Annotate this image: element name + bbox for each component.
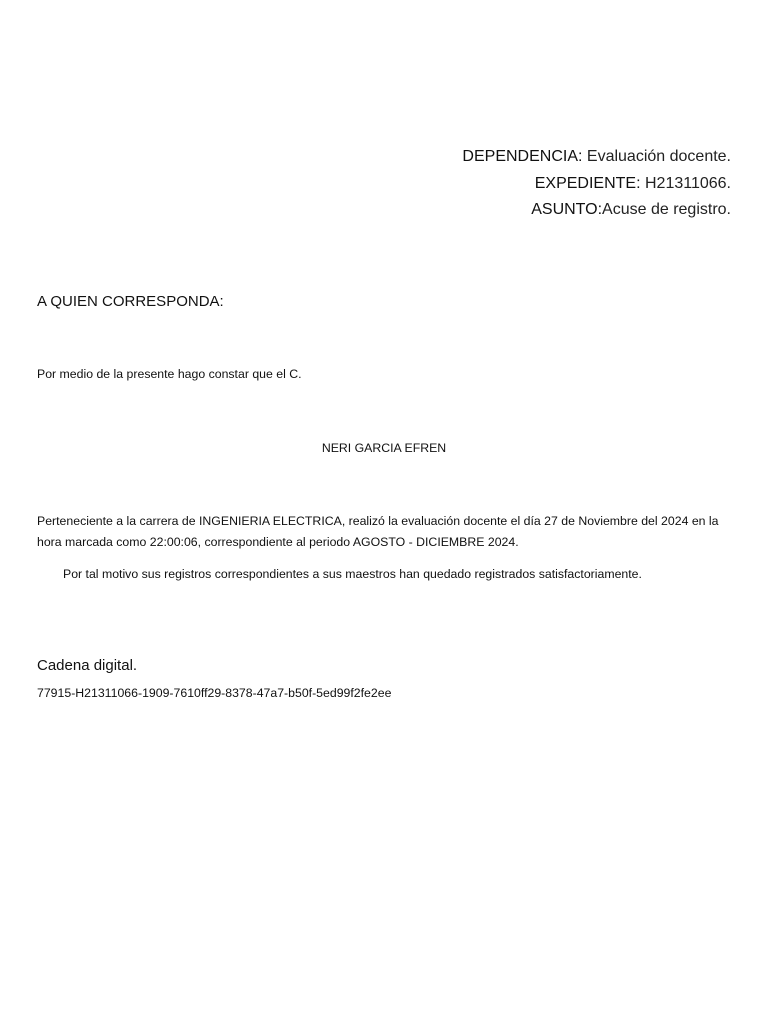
document-header <box>462 144 731 224</box>
intro-paragraph: Por medio de la presente hago constar que el C. <box>37 367 302 381</box>
cadena-title: Cadena digital. <box>37 657 138 674</box>
cadena-value: 77915-H21311066-1909-7610ff29-8378-47a7-b50f-5ed99f2fe2ee <box>37 686 392 700</box>
dependencia-value: Evaluación docente. <box>582 148 731 165</box>
asunto-line <box>462 197 731 224</box>
expediente-label: EXPEDIENTE: <box>534 174 641 192</box>
motivo-paragraph: Por tal motivo sus registros correspondientes a sus maestros han quedado registrados satisfactoriamente. <box>63 567 642 581</box>
student-name: NERI GARCIA EFREN <box>321 441 447 455</box>
expediente-line <box>462 171 731 198</box>
greeting: A QUIEN CORRESPONDA: <box>37 293 224 310</box>
expediente-value: H21311066. <box>640 174 731 192</box>
dependencia-label: DEPENDENCIA: <box>462 148 583 165</box>
dependencia-line <box>462 144 731 171</box>
asunto-value: Acuse de registro. <box>602 201 731 218</box>
body-paragraph: Perteneciente a la carrera de INGENIERIA ELECTRICA, realizó la evaluación docente el día 27 de Noviembre del 2024 en la hora marcada como 22:00:06, correspondiente al periodo AGOSTO - DICIEMBRE 2024. <box>37 514 719 549</box>
asunto-label: ASUNTO: <box>531 201 603 218</box>
